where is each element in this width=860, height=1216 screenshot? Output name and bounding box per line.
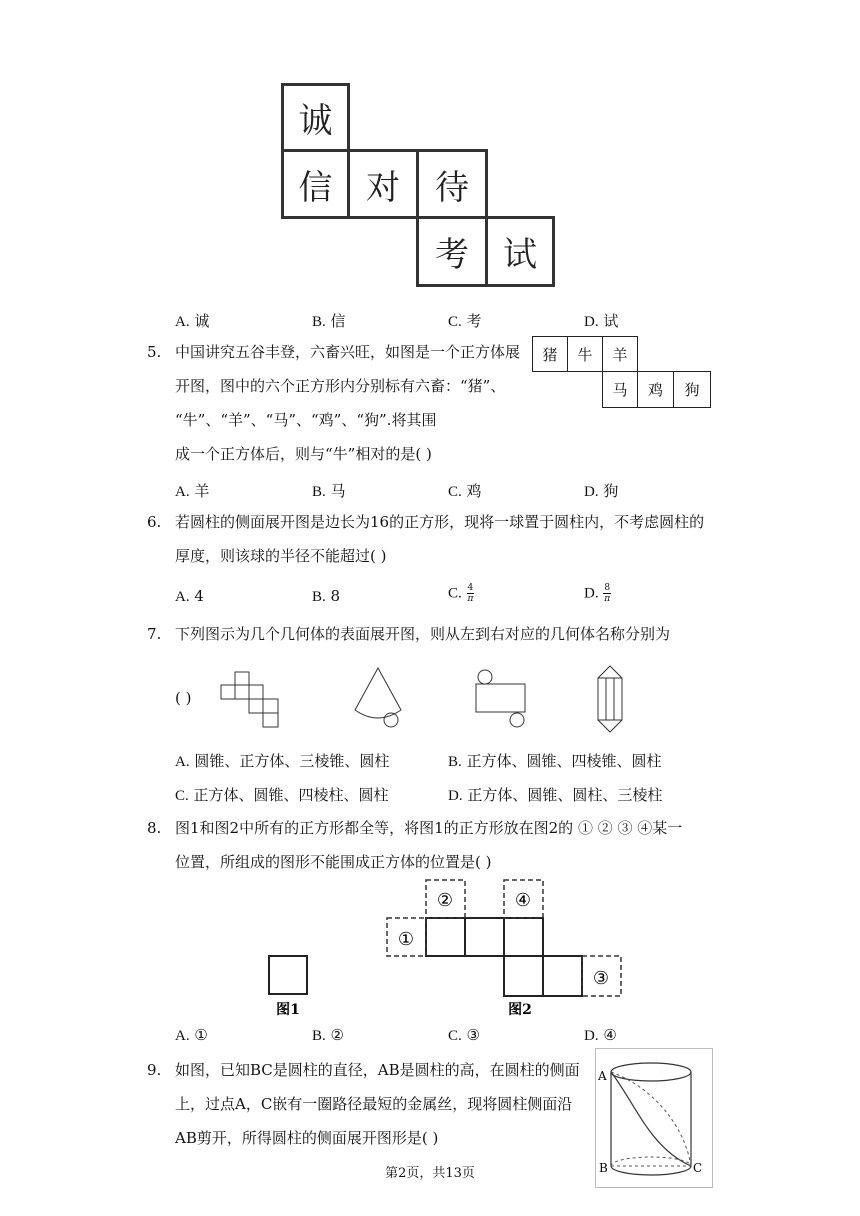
option-d: D. 正方体、圆锥、圆柱、三棱柱 [448,786,663,804]
question-text-line: 中国讲究五谷丰登，六畜兴旺，如图是一个正方体展 [175,343,521,361]
net-square: 信 [281,149,350,219]
net-square: 马 [602,371,638,408]
net-square: 待 [416,149,488,219]
position-4-mark: ④ [514,890,532,911]
question-text-line: 若圆柱的侧面展开图是边长为16的正方形，现将一球置于圆柱内，不考虑圆柱的 [175,513,705,531]
option-a: A. 4 [175,587,204,605]
fraction: $\frac{8}{\pi}$ [604,583,611,604]
option-c: C. $\frac{4}{\pi}$ [448,583,474,604]
question-text-line: 厚度，则该球的半径不能超过( ) [175,547,387,565]
option-b: B. 信 [312,312,346,330]
net-square: 羊 [602,336,638,372]
option-d: D. ④ [584,1026,617,1044]
position-1-mark: ① [397,929,415,950]
question-number: 7. [147,625,162,643]
net-square: 考 [416,216,488,287]
net-square: 狗 [673,371,711,408]
option-c: C. ③ [448,1026,480,1044]
net-square: 猪 [532,336,568,372]
point-c-label: C [693,1161,703,1175]
option-c: C. 考 [448,312,482,330]
option-c: C. 正方体、圆锥、四棱柱、圆柱 [175,786,389,804]
cylinder-net-drawing [476,670,525,727]
position-3-mark: ③ [592,968,610,989]
page-footer: 第2页，共13页 [385,1166,475,1181]
question-text-line: AB剪开，所得圆柱的侧面展开图形是( ) [175,1129,439,1147]
question-text-line: 下列图示为几个几何体的表面展开图，则从左到右对应的几何体名称分别为 [175,625,671,643]
question-text-line: 上，过点A，C嵌有一圈路径最短的金属丝，现将圆柱侧面沿 [175,1095,573,1113]
cube-net-drawing [221,672,278,727]
question-text-line: 图1和图2中所有的正方形都全等，将图1的正方形放在图2的 ① ② ③ ④某一 [175,819,683,837]
net-square: 试 [485,216,555,287]
option-a: A. 羊 [175,482,210,500]
point-a-label: A [598,1069,607,1083]
question-number: 8. [147,819,162,837]
option-a: A. 圆锥、正方体、三棱锥、圆柱 [175,752,390,770]
net-square: 诚 [281,83,350,152]
net-square: 鸡 [637,371,674,408]
option-b: B. ② [312,1026,344,1044]
option-d: D. 狗 [584,482,619,500]
figure2-squares [426,918,582,996]
question-number: 6. [147,513,162,531]
question-text-line: 如图，已知BC是圆柱的直径，AB是圆柱的高，在圆柱的侧面 [175,1061,580,1079]
answer-paren: ( ) [175,689,192,707]
option-b: B. 正方体、圆锥、四棱锥、圆柱 [448,752,662,770]
option-c: C. 鸡 [448,482,482,500]
q8-figure [260,874,630,1024]
question-number: 5. [147,343,162,361]
net-square: 对 [347,149,419,219]
point-b-label: B [599,1161,608,1175]
option-b: B. 8 [312,587,341,605]
question-text-line: 开图，图中的六个正方形内分别标有六畜：“猪”、 [175,377,506,395]
question-number: 9. [147,1061,162,1079]
position-2-mark: ② [436,890,454,911]
cone-net-drawing [355,668,401,727]
question-text-line: “牛”、“羊”、“马”、“鸡”、“狗”.将其围 [175,411,437,429]
figure1-label: 图1 [276,1002,300,1018]
net-square: 牛 [567,336,603,372]
figure1-square [269,956,307,994]
q7-nets-figure [210,664,650,734]
option-d: D. $\frac{8}{\pi}$ [584,583,611,604]
option-a: A. ① [175,1026,208,1044]
fraction: $\frac{4}{\pi}$ [467,583,474,604]
prism-net-drawing [598,666,622,732]
option-a: A. 诚 [175,312,210,330]
figure2-label: 图2 [508,1002,532,1018]
option-b: B. 马 [312,482,346,500]
question-text-line: 位置，所组成的图形不能围成正方体的位置是( ) [175,853,492,871]
option-d: D. 试 [584,312,619,330]
question-text-line: 成一个正方体后，则与“牛”相对的是( ) [175,445,432,463]
